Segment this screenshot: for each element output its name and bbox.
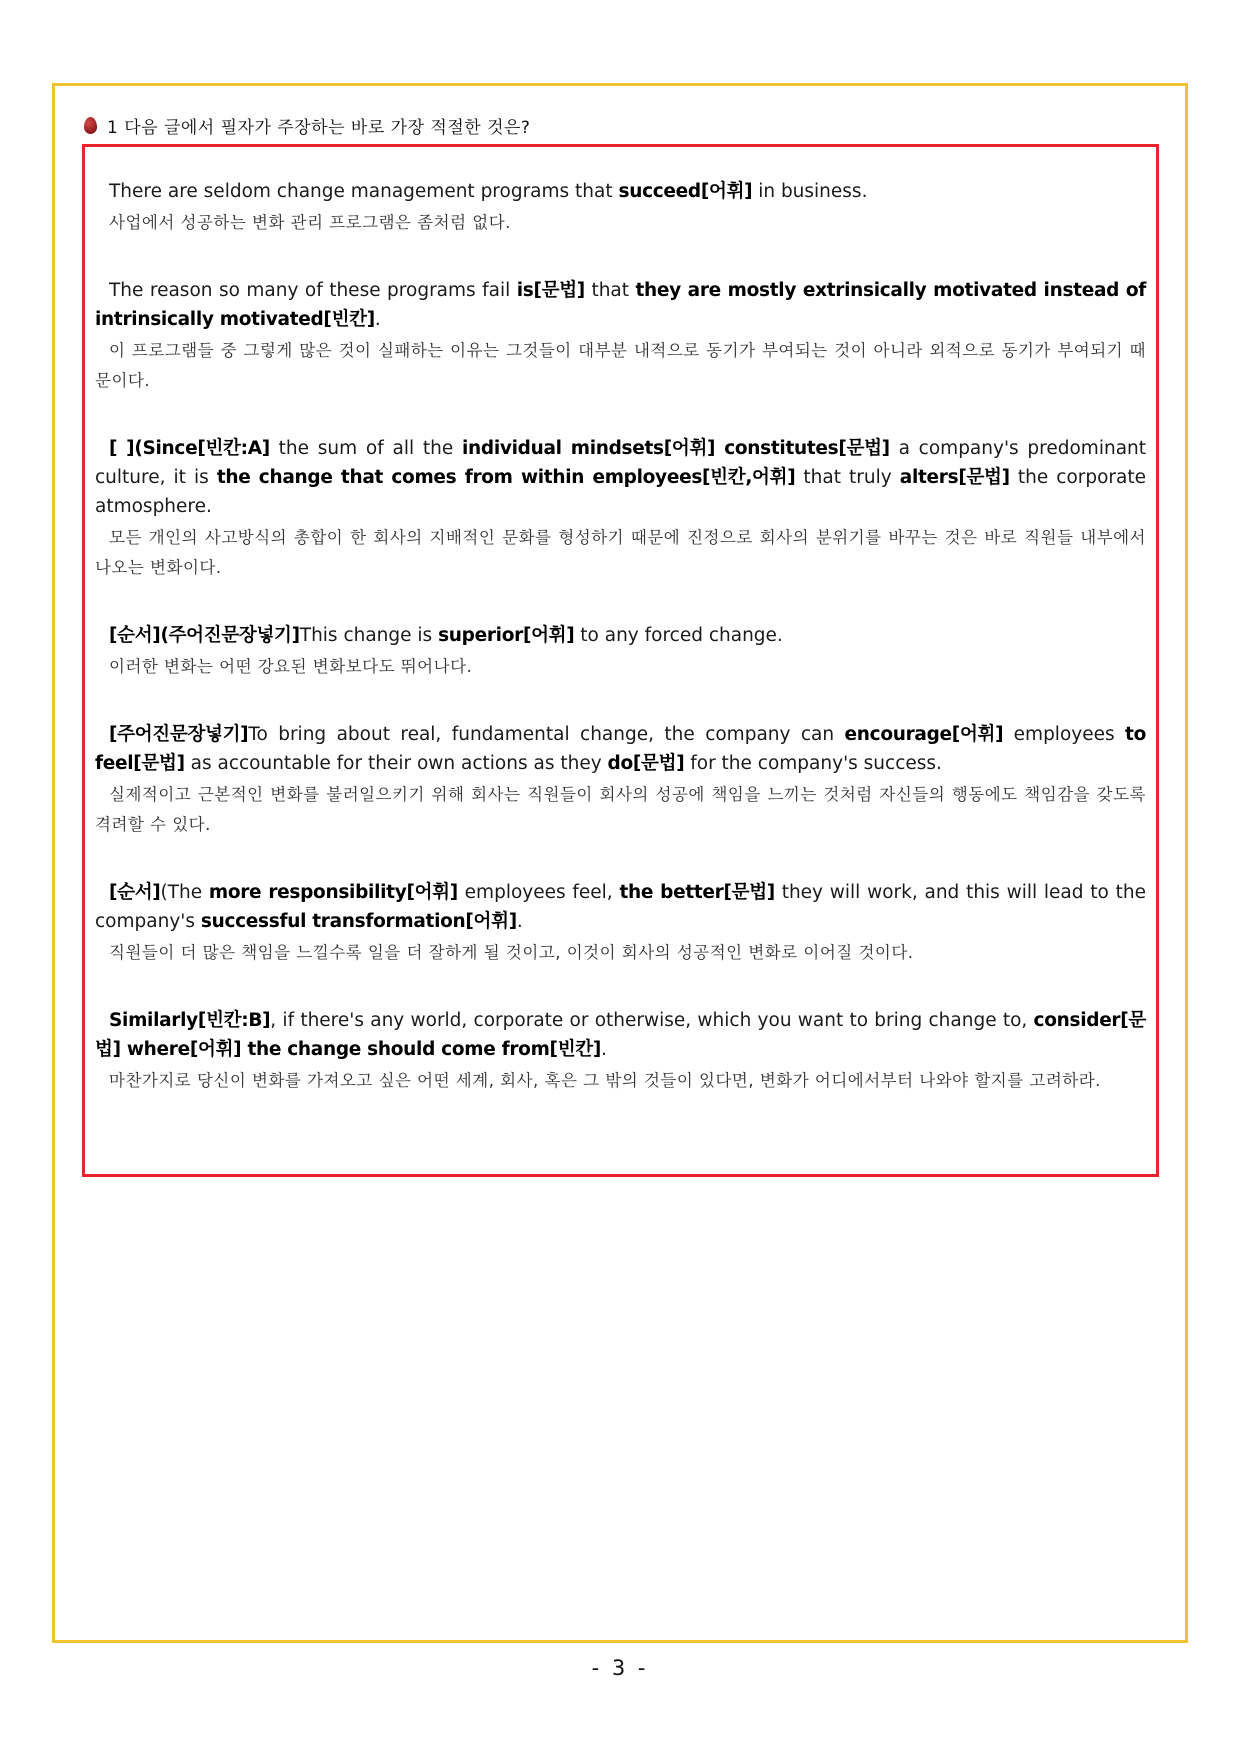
- sentence-text: a company's predominant culture, it is: [95, 438, 1147, 488]
- english-sentence: [95, 276, 1146, 334]
- annotated-phrase: [ ](Since[빈칸:A]: [109, 438, 270, 459]
- annotated-phrase: do[문법]: [607, 753, 685, 774]
- annotated-phrase: consider[문법] where[어휘] the change should come from[빈칸]: [95, 1010, 1146, 1060]
- passage-block: [95, 720, 1146, 840]
- korean-translation: 실제적이고 근본적인 변화를 불러일으키기 위해 회사는 직원들이 회사의 성공에 책임을 느끼는 것처럼 자신들의 행동에도 책임감을 갖도록 격려할 수 있다.: [95, 785, 1146, 834]
- annotated-phrase: the change that comes from within employees[빈칸,어휘]: [216, 467, 796, 488]
- sentence-text: .: [601, 1039, 607, 1060]
- annotated-phrase: is[문법]: [516, 280, 585, 301]
- english-sentence: [95, 434, 1146, 521]
- passage-box: [82, 144, 1159, 1177]
- annotated-phrase: alters[문법]: [899, 467, 1010, 488]
- annotated-phrase: more responsibility[어휘]: [208, 882, 458, 903]
- sentence-text: There are seldom change management programs that: [109, 181, 619, 202]
- sentence-text: .: [374, 309, 381, 330]
- english-sentence: [95, 177, 1146, 206]
- korean-translation: 모든 개인의 사고방식의 총합이 한 회사의 지배적인 문화를 형성하기 때문에 진정으로 회사의 분위기를 바꾸는 것은 바로 직원들 내부에서 나오는 변화이다.: [95, 528, 1146, 577]
- sentence-text: To bring about real, fundamental change, the company can: [248, 724, 845, 745]
- annotated-phrase: the better[문법]: [619, 882, 775, 903]
- sentence-text: in business.: [752, 181, 868, 202]
- annotated-phrase: Similarly[빈칸:B]: [109, 1010, 271, 1031]
- question-text: 1 다음 글에서 필자가 주장하는 바로 가장 적절한 것은?: [107, 117, 531, 138]
- sentence-text: that: [584, 280, 636, 301]
- english-sentence: [95, 878, 1146, 936]
- english-sentence: [95, 720, 1146, 778]
- korean-translation: 사업에서 성공하는 변화 관리 프로그램은 좀처럼 없다.: [109, 213, 511, 232]
- bullet-icon: [84, 117, 97, 134]
- english-sentence: [95, 1006, 1146, 1064]
- sentence-text: The reason so many of these programs fail: [109, 280, 517, 301]
- sentence-text: (The: [160, 882, 209, 903]
- annotated-phrase: to feel[문법]: [95, 724, 1147, 774]
- korean-translation: 마찬가지로 당신이 변화를 가져오고 싶은 어떤 세계, 회사, 혹은 그 밖의 것들이 있다면, 변화가 어디에서부터 나와야 할지를 고려하라.: [109, 1071, 1101, 1090]
- english-sentence: [95, 621, 1146, 650]
- passage-block: [95, 1006, 1146, 1096]
- annotated-phrase: [주어진문장넣기]: [109, 724, 249, 745]
- korean-translation: 직원들이 더 많은 책임을 느낄수록 일을 더 잘하게 될 것이고, 이것이 회사의 성공적인 변화로 이어질 것이다.: [109, 943, 914, 962]
- korean-translation: 이 프로그램들 중 그렇게 많은 것이 실패하는 이유는 그것들이 대부분 내적으로 동기가 부여되는 것이 아니라 외적으로 동기가 부여되기 때문이다.: [95, 341, 1146, 390]
- sentence-text: as accountable for their own actions as they: [184, 753, 608, 774]
- sentence-text: , if there's any world, corporate or otherwise, which you want to bring change to,: [270, 1010, 1034, 1031]
- sentence-text: to any forced change.: [574, 625, 783, 646]
- sentence-text: This change is: [299, 625, 439, 646]
- annotated-phrase: superior[어휘]: [438, 625, 575, 646]
- annotated-phrase: encourage[어휘]: [844, 724, 1004, 745]
- sentence-text: employees feel,: [457, 882, 620, 903]
- passage-block: [95, 878, 1146, 968]
- sentence-text: .: [516, 911, 523, 932]
- annotated-phrase: succeed[어휘]: [618, 181, 753, 202]
- korean-translation: 이러한 변화는 어떤 강요된 변화보다도 뛰어나다.: [109, 657, 473, 676]
- passage-block: [95, 276, 1146, 396]
- passage-block: [95, 434, 1146, 583]
- sentence-text: for the company's success.: [684, 753, 942, 774]
- sentence-text: they will work, and this will lead to the company's: [95, 882, 1146, 932]
- annotated-phrase: they are mostly extrinsically motivated instead of intrinsically motivated[빈칸]: [95, 280, 1146, 330]
- sentence-text: the sum of all the: [269, 438, 462, 459]
- page-number: - 3 -: [591, 1656, 649, 1680]
- sentence-text: employees: [1003, 724, 1126, 745]
- sentence-text: the corporate atmosphere.: [95, 467, 1147, 517]
- sentence-text: that truly: [795, 467, 900, 488]
- question-header: [84, 112, 530, 138]
- passage-block: [95, 621, 1146, 682]
- passage-block: [95, 177, 1146, 238]
- annotated-phrase: successful transformation[어휘]: [200, 911, 517, 932]
- annotated-phrase: [순서]: [109, 882, 161, 903]
- annotated-phrase: [순서](주어진문장넣기]: [109, 625, 300, 646]
- annotated-phrase: individual mindsets[어휘] constitutes[문법]: [461, 438, 890, 459]
